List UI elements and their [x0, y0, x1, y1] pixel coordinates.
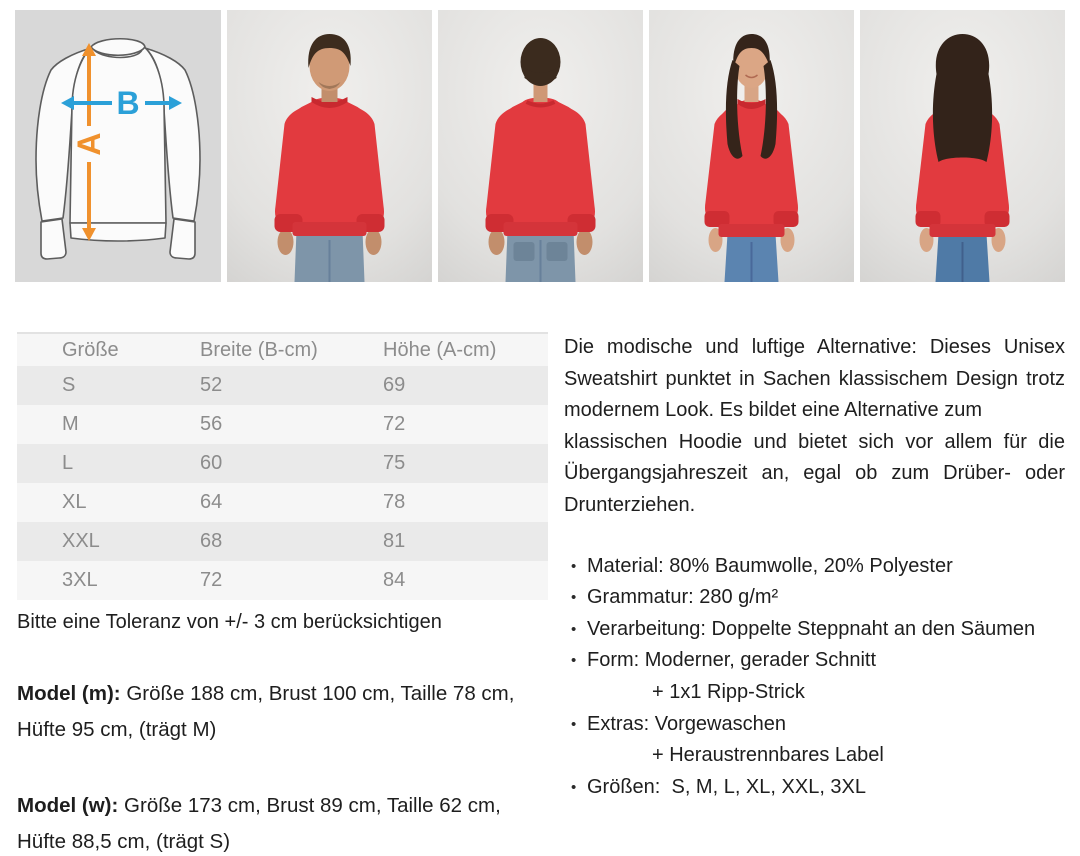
sweatshirt	[486, 98, 595, 227]
photo-female-front-panel	[649, 10, 854, 282]
feature-grammatur-text: Grammatur: 280 g/m²	[587, 586, 779, 609]
product-gallery	[15, 10, 1065, 282]
height-value: 75	[383, 444, 548, 483]
width-value: 64	[200, 483, 383, 522]
product-info-section	[17, 332, 1065, 856]
width-value: 56	[200, 405, 383, 444]
feature-extras	[564, 709, 1065, 741]
model-w-label: Model (w):	[17, 794, 119, 817]
feature-form-text: Form: Moderner, gerader Schnitt	[587, 649, 877, 672]
height-value: 81	[383, 522, 548, 561]
female-model-back-photo	[860, 10, 1065, 282]
width-value: 72	[200, 561, 383, 600]
width-value: 68	[200, 522, 383, 561]
sweatshirt-outline	[36, 39, 200, 259]
feature-form	[564, 645, 1065, 677]
model-m-info	[17, 676, 537, 748]
feature-form-extra: + 1x1 Ripp-Strick	[652, 680, 805, 703]
width-value: 60	[200, 444, 383, 483]
width-arrow-label: B	[116, 85, 140, 121]
size-row-3xl	[17, 561, 548, 600]
size-row-xl	[17, 483, 548, 522]
feature-sizes	[564, 772, 1065, 804]
size-label: XL	[17, 483, 200, 522]
photo-female-back-panel	[860, 10, 1065, 282]
male-model-back-photo	[438, 10, 643, 282]
photo-male-front-panel	[227, 10, 432, 282]
height-value: 78	[383, 483, 548, 522]
model-m-label: Model (m):	[17, 682, 121, 705]
feature-list	[564, 551, 1065, 804]
tolerance-note: Bitte eine Toleranz von +/- 3 cm berücksichtigen	[17, 611, 442, 633]
model-w-text: Größe 173 cm, Brust 89 cm, Taille 62 cm, Hüfte 88,5 cm, (trägt S)	[17, 794, 501, 853]
size-table-header-row	[17, 333, 548, 366]
size-diagram-panel	[15, 10, 221, 282]
feature-material	[564, 551, 1065, 583]
size-row-xxl	[17, 522, 548, 561]
male-model-front-photo	[227, 10, 432, 282]
description-para-1: Die modische und luftige Alternative: Dieses Unisex Sweatshirt punktet in Sachen klassischem Design trotz modernem Look. Es bildet eine Alternative zum	[564, 336, 1065, 422]
height-arrow-label: A	[71, 132, 107, 156]
bullet-icon: •	[571, 715, 577, 733]
size-label: XXL	[17, 522, 200, 561]
hair	[933, 34, 992, 162]
feature-extras-extra: + Heraustrennbares Label	[652, 744, 884, 767]
col-header-size: Größe	[17, 333, 200, 366]
model-w-info	[17, 788, 537, 856]
feature-grammatur	[564, 582, 1065, 614]
height-value: 84	[383, 561, 548, 600]
size-row-m	[17, 405, 548, 444]
bullet-icon: •	[571, 589, 577, 607]
width-value: 52	[200, 366, 383, 405]
feature-material-text: Material: 80% Baumwolle, 20% Polyester	[587, 554, 953, 577]
size-table	[17, 332, 548, 600]
feature-sizes-text: Größen: S, M, L, XL, XXL, 3XL	[587, 775, 867, 798]
bullet-icon: •	[571, 620, 577, 638]
size-label: M	[17, 405, 200, 444]
height-value: 72	[383, 405, 548, 444]
description-para-2: klassischen Hoodie und bietet sich vor allem für die Übergangsjahreszeit an, egal ob zum Drüber- oder Drunterziehen.	[564, 430, 1065, 516]
size-row-s	[17, 366, 548, 405]
feature-extras-text: Extras: Vorgewaschen	[587, 712, 786, 735]
feature-verarbeitung	[564, 614, 1065, 646]
sweatshirt	[705, 100, 798, 229]
col-header-width: Breite (B-cm)	[200, 333, 383, 366]
size-diagram	[15, 10, 221, 282]
product-description	[564, 332, 1065, 522]
col-header-height: Höhe (A-cm)	[383, 333, 548, 366]
bullet-icon: •	[571, 778, 577, 796]
size-row-l	[17, 444, 548, 483]
height-value: 69	[383, 366, 548, 405]
sweatshirt	[275, 98, 384, 227]
description-column	[564, 332, 1065, 856]
size-label: 3XL	[17, 561, 200, 600]
size-label: S	[17, 366, 200, 405]
feature-verarbeitung-text: Verarbeitung: Doppelte Steppnaht an den Säumen	[587, 617, 1036, 640]
size-info-column	[17, 332, 548, 856]
model-m-text: Größe 188 cm, Brust 100 cm, Taille 78 cm, Hüfte 95 cm, (trägt M)	[17, 682, 515, 741]
bullet-icon: •	[571, 557, 577, 575]
photo-male-back-panel	[438, 10, 643, 282]
size-label: L	[17, 444, 200, 483]
female-model-front-photo	[649, 10, 854, 282]
bullet-icon: •	[571, 652, 577, 670]
